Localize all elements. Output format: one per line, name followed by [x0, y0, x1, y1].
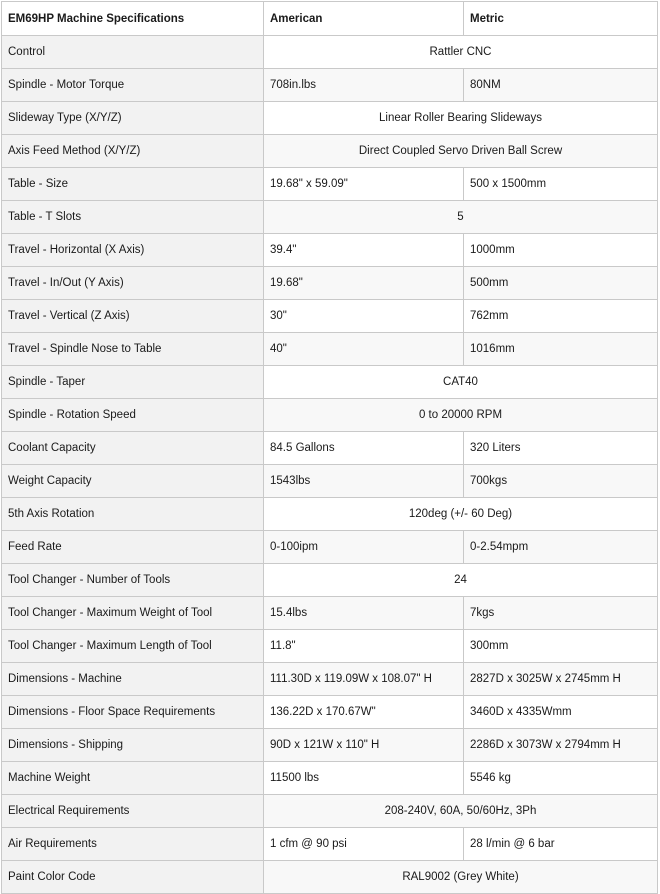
- spec-label: Spindle - Taper: [2, 366, 264, 399]
- table-row: [2, 531, 658, 564]
- table-row: [2, 333, 658, 366]
- spec-value-american: 90D x 121W x 110" H: [264, 729, 464, 762]
- spec-label: Coolant Capacity: [2, 432, 264, 465]
- spec-label: Travel - Vertical (Z Axis): [2, 300, 264, 333]
- spec-value-american: 1543lbs: [264, 465, 464, 498]
- spec-value-american: 111.30D x 119.09W x 108.07" H: [264, 663, 464, 696]
- spec-value-shared: Direct Coupled Servo Driven Ball Screw: [264, 135, 658, 168]
- spec-value-metric: 500 x 1500mm: [464, 168, 658, 201]
- table-row: [2, 168, 658, 201]
- table-row: [2, 597, 658, 630]
- spec-value-metric: 28 l/min @ 6 bar: [464, 828, 658, 861]
- spec-label: Electrical Requirements: [2, 795, 264, 828]
- table-header-row: [2, 2, 658, 36]
- spec-label: 5th Axis Rotation: [2, 498, 264, 531]
- spec-value-metric: 320 Liters: [464, 432, 658, 465]
- spec-label: Spindle - Rotation Speed: [2, 399, 264, 432]
- spec-value-metric: 7kgs: [464, 597, 658, 630]
- table-row: [2, 267, 658, 300]
- spec-label: Travel - Spindle Nose to Table: [2, 333, 264, 366]
- spec-value-shared: Linear Roller Bearing Slideways: [264, 102, 658, 135]
- spec-label: Slideway Type (X/Y/Z): [2, 102, 264, 135]
- specifications-table: [1, 1, 658, 894]
- table-row: [2, 498, 658, 531]
- spec-value-american: 11.8": [264, 630, 464, 663]
- spec-label: Feed Rate: [2, 531, 264, 564]
- spec-label: Table - T Slots: [2, 201, 264, 234]
- spec-value-metric: 2827D x 3025W x 2745mm H: [464, 663, 658, 696]
- spec-value-shared: Rattler CNC: [264, 36, 658, 69]
- spec-value-metric: 0-2.54mpm: [464, 531, 658, 564]
- spec-label: Paint Color Code: [2, 861, 264, 894]
- spec-value-american: 15.4lbs: [264, 597, 464, 630]
- table-row: [2, 729, 658, 762]
- spec-label: Table - Size: [2, 168, 264, 201]
- spec-value-metric: 5546 kg: [464, 762, 658, 795]
- table-row: [2, 201, 658, 234]
- table-row: [2, 432, 658, 465]
- spec-value-shared: RAL9002 (Grey White): [264, 861, 658, 894]
- spec-label: Weight Capacity: [2, 465, 264, 498]
- spec-label: Air Requirements: [2, 828, 264, 861]
- spec-label: Dimensions - Shipping: [2, 729, 264, 762]
- table-row: [2, 234, 658, 267]
- table-row: [2, 795, 658, 828]
- spec-value-american: 39.4": [264, 234, 464, 267]
- table-row: [2, 102, 658, 135]
- spec-label: Dimensions - Floor Space Requirements: [2, 696, 264, 729]
- spec-label: Spindle - Motor Torque: [2, 69, 264, 102]
- spec-value-shared: 120deg (+/- 60 Deg): [264, 498, 658, 531]
- table-row: [2, 366, 658, 399]
- table-row: [2, 861, 658, 894]
- table-title: EM69HP Machine Specifications: [2, 2, 264, 36]
- spec-value-metric: 762mm: [464, 300, 658, 333]
- spec-value-metric: 3460D x 4335Wmm: [464, 696, 658, 729]
- table-row: [2, 399, 658, 432]
- spec-value-shared: 0 to 20000 RPM: [264, 399, 658, 432]
- spec-value-american: 19.68" x 59.09": [264, 168, 464, 201]
- spec-value-shared: 5: [264, 201, 658, 234]
- table-row: [2, 300, 658, 333]
- spec-value-american: 19.68": [264, 267, 464, 300]
- table-row: [2, 465, 658, 498]
- spec-label: Machine Weight: [2, 762, 264, 795]
- table-row: [2, 663, 658, 696]
- spec-value-metric: 1016mm: [464, 333, 658, 366]
- spec-value-shared: CAT40: [264, 366, 658, 399]
- spec-value-american: 84.5 Gallons: [264, 432, 464, 465]
- spec-value-metric: 500mm: [464, 267, 658, 300]
- table-row: [2, 762, 658, 795]
- spec-value-metric: 80NM: [464, 69, 658, 102]
- spec-value-shared: 208-240V, 60A, 50/60Hz, 3Ph: [264, 795, 658, 828]
- spec-value-american: 1 cfm @ 90 psi: [264, 828, 464, 861]
- spec-value-american: 708in.lbs: [264, 69, 464, 102]
- spec-value-american: 30": [264, 300, 464, 333]
- spec-label: Axis Feed Method (X/Y/Z): [2, 135, 264, 168]
- spec-label: Control: [2, 36, 264, 69]
- table-row: [2, 630, 658, 663]
- spec-value-metric: 700kgs: [464, 465, 658, 498]
- spec-label: Tool Changer - Maximum Weight of Tool: [2, 597, 264, 630]
- table-row: [2, 696, 658, 729]
- spec-value-metric: 1000mm: [464, 234, 658, 267]
- spec-value-metric: 300mm: [464, 630, 658, 663]
- column-header-metric: Metric: [464, 2, 658, 36]
- spec-label: Tool Changer - Maximum Length of Tool: [2, 630, 264, 663]
- spec-value-metric: 2286D x 3073W x 2794mm H: [464, 729, 658, 762]
- table-row: [2, 564, 658, 597]
- spec-label: Travel - In/Out (Y Axis): [2, 267, 264, 300]
- spec-value-american: 11500 lbs: [264, 762, 464, 795]
- table-body: [2, 36, 658, 894]
- spec-value-shared: 24: [264, 564, 658, 597]
- spec-label: Travel - Horizontal (X Axis): [2, 234, 264, 267]
- table-row: [2, 69, 658, 102]
- table-row: [2, 828, 658, 861]
- spec-label: Tool Changer - Number of Tools: [2, 564, 264, 597]
- table-row: [2, 36, 658, 69]
- spec-label: Dimensions - Machine: [2, 663, 264, 696]
- table-row: [2, 135, 658, 168]
- spec-value-american: 40": [264, 333, 464, 366]
- spec-value-american: 136.22D x 170.67W": [264, 696, 464, 729]
- column-header-american: American: [264, 2, 464, 36]
- spec-value-american: 0-100ipm: [264, 531, 464, 564]
